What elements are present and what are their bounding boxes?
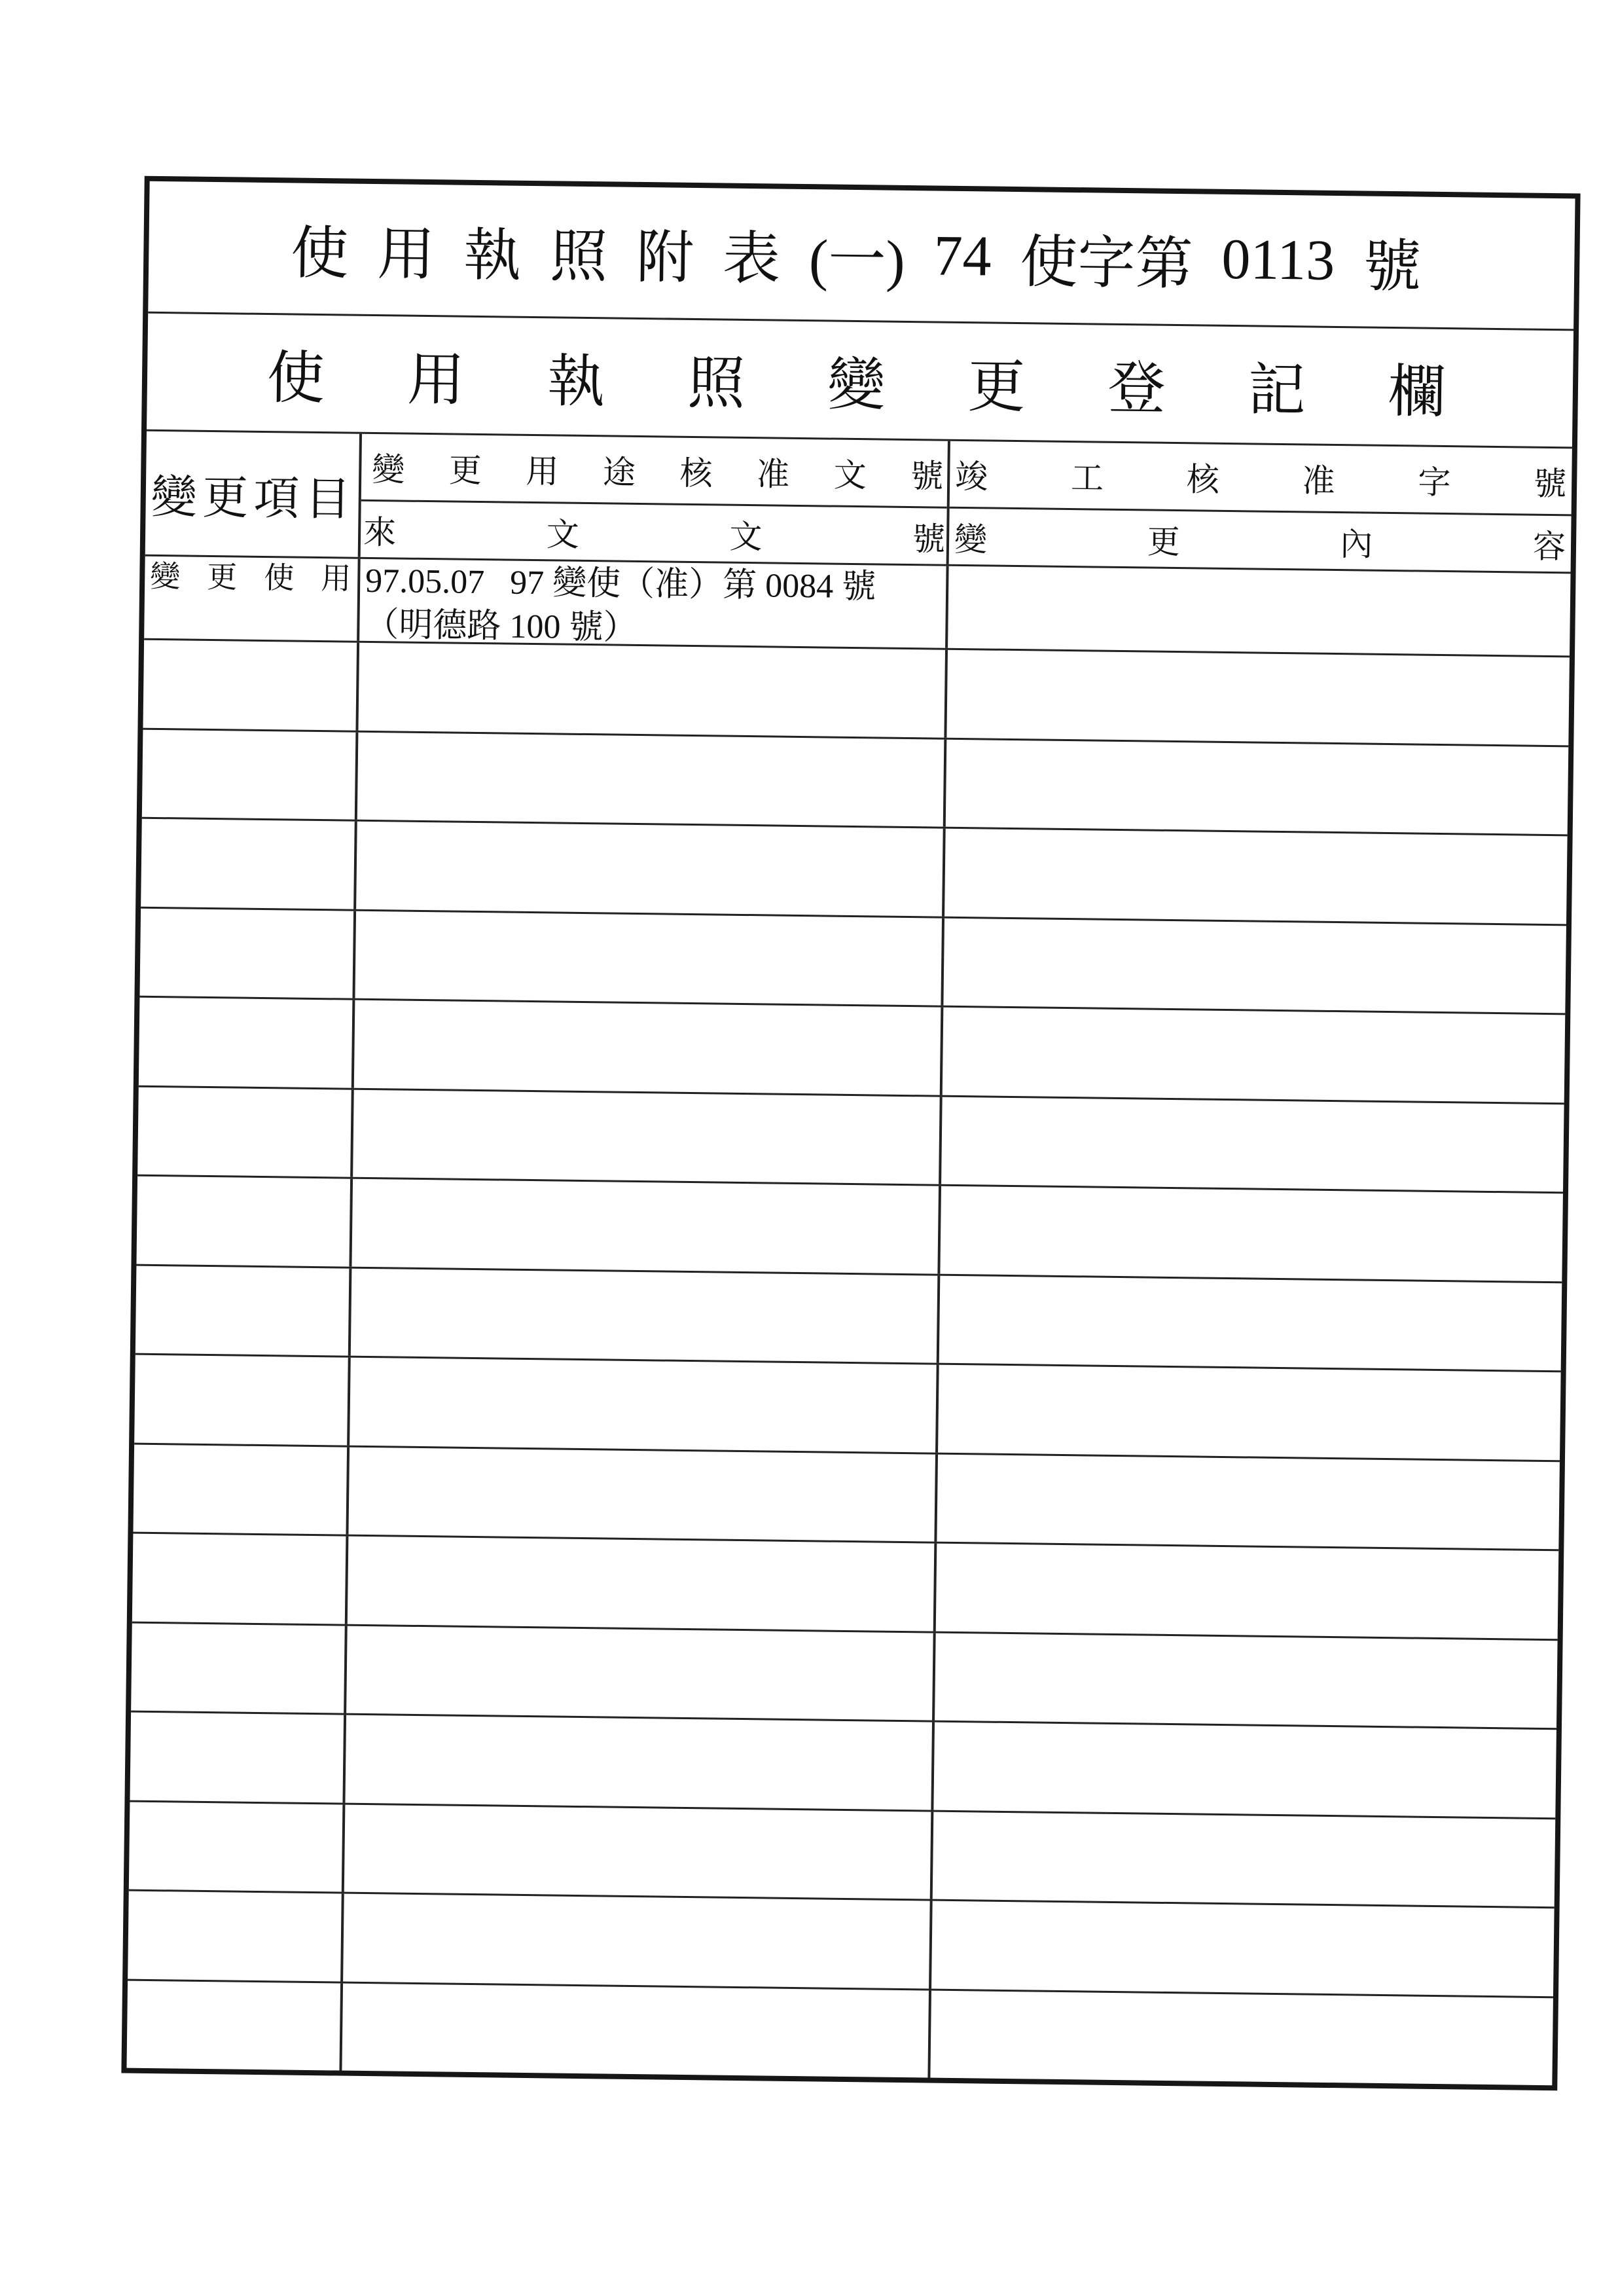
cell-doc-no (358, 643, 948, 737)
label-glyph: (一) (808, 228, 906, 293)
table-row (143, 640, 1570, 747)
label-glyph: 照 (549, 225, 608, 289)
table-row (137, 1087, 1564, 1194)
table-row (139, 998, 1566, 1104)
label-glyph: 使 (263, 560, 295, 595)
label-glyph: 更 (448, 452, 482, 490)
label-glyph: 文 (729, 518, 763, 555)
cell-doc-no (356, 822, 946, 916)
header-completion-bottom (949, 509, 1572, 572)
cell-change-item (129, 1802, 346, 1892)
label-glyph: 文 (546, 515, 580, 553)
header-completion-approval-no (950, 450, 1572, 505)
cell-change-content (940, 1186, 1563, 1281)
cell-change-content (941, 1097, 1564, 1192)
header-change-item (151, 460, 351, 528)
cell-change-item (134, 1355, 351, 1446)
cell-change-item (131, 1623, 348, 1713)
cell-change-item (141, 819, 357, 909)
label-glyph: 用 (406, 348, 465, 413)
cell-doc-no (351, 1268, 941, 1362)
label-glyph: 來 (363, 513, 397, 551)
cell-change-content (948, 566, 1570, 656)
label-glyph: 執 (463, 224, 522, 289)
table-row (131, 1623, 1558, 1730)
label-glyph: 變 (151, 472, 198, 524)
cell-change-item (130, 1713, 346, 1803)
label-glyph: 容 (1532, 528, 1566, 565)
cell-doc-no (344, 1804, 934, 1899)
label-glyph: 74 (933, 224, 992, 289)
cell-change-content (943, 918, 1566, 1013)
label-glyph: 更 (206, 560, 238, 594)
cell-doc-no (348, 1447, 938, 1541)
register-heading-row (147, 314, 1573, 449)
entry-doc-no-line2: （明德路 100 號） (365, 606, 638, 647)
label-glyph: 內 (1340, 525, 1373, 563)
cell-change-content (935, 1633, 1558, 1728)
cell-change-item (139, 908, 356, 998)
label-glyph: 變 (371, 450, 405, 488)
table-row (128, 1891, 1555, 1998)
cell-doc-no (343, 1894, 933, 1988)
cell-change-content (931, 1901, 1555, 1996)
label-glyph: 用 (526, 452, 559, 490)
header-doc-no-top (361, 434, 948, 509)
cell-change-item (135, 1266, 352, 1356)
cell-change-content (938, 1365, 1561, 1460)
use-license-attachment-form (121, 176, 1580, 2091)
cell-change-content (939, 1275, 1562, 1370)
label-glyph: 竣 (954, 458, 988, 496)
register-heading (266, 332, 1446, 429)
cell-doc-no (345, 1715, 935, 1810)
table-row (133, 1444, 1560, 1551)
label-glyph: 文 (833, 456, 867, 494)
table-row (130, 1713, 1556, 1819)
label-glyph: 變 (954, 520, 988, 558)
label-glyph: 附 (636, 226, 694, 291)
cell-change-item (144, 556, 361, 641)
table-row (139, 908, 1566, 1015)
table-row (141, 819, 1568, 926)
cell-change-item (136, 1176, 353, 1267)
cell-doc-no (354, 1000, 944, 1095)
label-glyph: 執 (547, 350, 605, 414)
entry-doc-no-line1: 97.05.07 97 變使（准）第 0084 號 (365, 562, 876, 606)
label-glyph: 字 (1418, 464, 1451, 501)
header-change-content (949, 513, 1572, 568)
label-glyph: 變 (827, 353, 886, 418)
header-completion-cell (949, 441, 1572, 572)
label-glyph: 更 (967, 355, 1026, 420)
cell-doc-no (357, 732, 947, 826)
label-glyph: 用 (320, 562, 351, 596)
cell-change-content (946, 739, 1569, 834)
header-doc-no-bottom (361, 501, 947, 564)
label-glyph: 0113 (1221, 227, 1335, 293)
cell-doc-no (346, 1626, 936, 1720)
label-glyph: 准 (1302, 462, 1335, 500)
cell-change-content (946, 650, 1570, 745)
cell-change-item (128, 1891, 344, 1982)
cell-doc-no (348, 1537, 937, 1631)
cell-change-item (142, 729, 359, 820)
label-glyph: 登 (1107, 357, 1166, 422)
cell-doc-no (351, 1179, 941, 1273)
table-row (132, 1534, 1559, 1641)
label-glyph: 變 (150, 559, 181, 594)
label-glyph: 號 (910, 458, 944, 495)
cell-doc-no (350, 1358, 939, 1452)
label-glyph: 用 (376, 223, 435, 287)
label-glyph: 號 (1533, 465, 1567, 503)
label-glyph: 目 (304, 474, 351, 526)
entry-change-item (150, 560, 351, 596)
cell-change-item (143, 640, 359, 731)
label-glyph: 途 (602, 454, 636, 491)
label-glyph: 照 (687, 352, 746, 416)
header-approved-use-change-doc-no (361, 443, 948, 498)
label-glyph: 號 (1363, 234, 1422, 300)
table-row (142, 729, 1569, 836)
label-glyph: 核 (679, 454, 713, 492)
cell-change-content (933, 1722, 1556, 1817)
title-row (148, 181, 1575, 331)
cell-change-item (133, 1444, 350, 1535)
cell-change-content (937, 1454, 1560, 1549)
cell-change-item (132, 1534, 349, 1624)
cell-change-content (933, 1812, 1556, 1906)
label-glyph: 使 (290, 221, 349, 287)
cell-change-content (936, 1544, 1559, 1639)
header-doc-no-cell (361, 434, 950, 564)
label-glyph: 記 (1248, 358, 1306, 423)
label-glyph: 表 (722, 227, 781, 292)
label-glyph: 更 (1147, 522, 1181, 560)
label-glyph: 使 (266, 346, 325, 411)
table-row (126, 1980, 1553, 2085)
cell-change-item (139, 998, 355, 1088)
form-title (291, 207, 1422, 303)
label-glyph: 欄 (1388, 360, 1447, 425)
header-completion-top (950, 441, 1572, 517)
table-row (135, 1266, 1562, 1372)
label-glyph: 項 (253, 473, 300, 525)
label-glyph: 使字第 (1019, 230, 1194, 297)
cell-change-content (930, 1990, 1553, 2085)
cell-doc-no (353, 1089, 943, 1184)
cell-doc-no (355, 911, 944, 1005)
label-glyph: 准 (756, 456, 790, 493)
label-glyph: 工 (1070, 460, 1104, 497)
table-header (145, 431, 1572, 574)
cell-change-item (137, 1087, 354, 1177)
table-row (129, 1802, 1556, 1908)
cell-change-content (943, 1008, 1566, 1102)
cell-change-item (126, 1980, 343, 2071)
label-glyph: 更 (202, 473, 249, 524)
cell-doc-no (359, 559, 948, 648)
cell-change-content (944, 829, 1568, 924)
header-incoming-doc-no (361, 505, 947, 560)
cell-doc-no (342, 1983, 931, 2077)
table-row (136, 1176, 1563, 1283)
table-row (134, 1355, 1561, 1462)
header-change-item-cell (145, 431, 362, 557)
label-glyph: 核 (1186, 461, 1220, 498)
label-glyph: 號 (912, 520, 946, 558)
